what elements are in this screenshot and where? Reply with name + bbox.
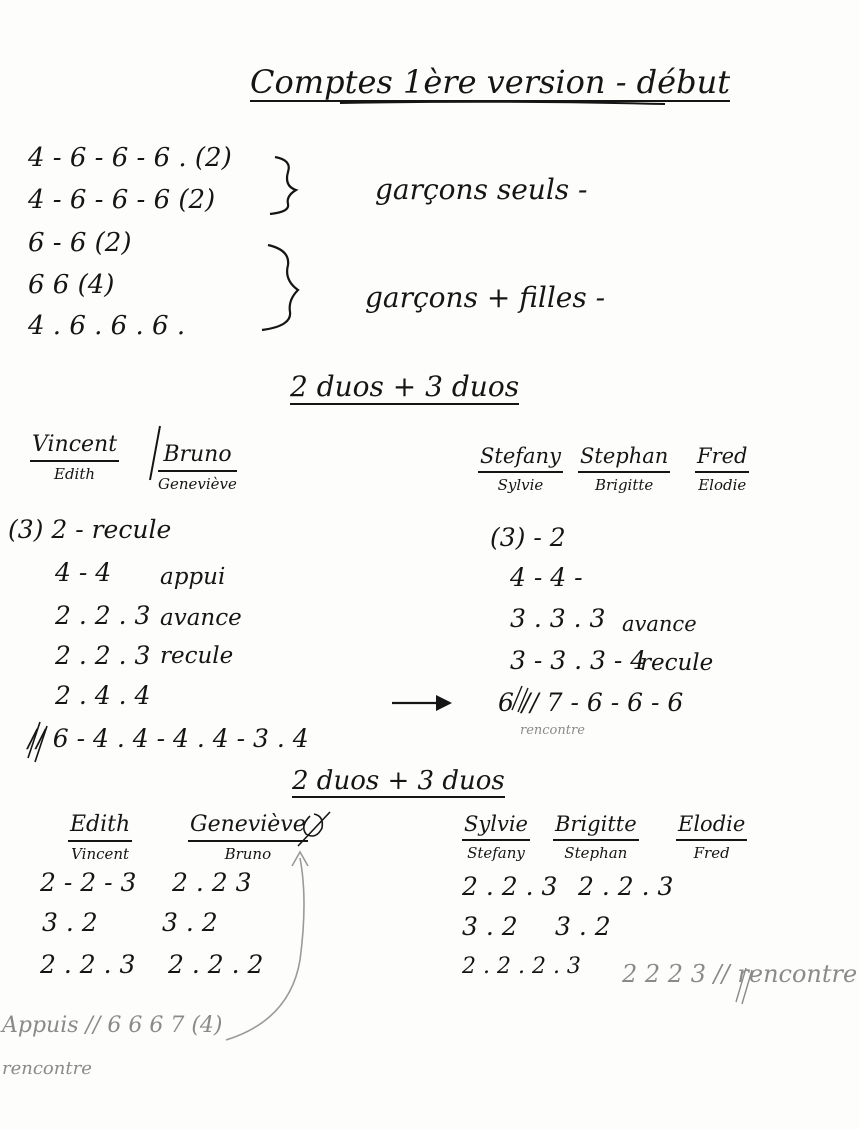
pair-bottom-name: Vincent: [71, 845, 130, 863]
pair-bottom-name: Bruno: [224, 845, 272, 863]
count-row: 4 - 6 - 6 - 6 (2): [28, 185, 216, 215]
pair-separator: [150, 426, 160, 480]
count-line: 2 - 2 - 3: [40, 868, 137, 897]
count-line: 2 . 4 . 4: [55, 681, 151, 710]
small-annotation: rencontre: [520, 723, 585, 738]
count-row: 4 - 6 - 6 - 6 . (2): [28, 143, 232, 173]
pair-bottom-name: Fred: [693, 844, 730, 862]
title-underline: [340, 102, 665, 104]
pair-top-name: Elodie: [676, 812, 747, 841]
pair-bottom-name: Stefany: [467, 844, 525, 862]
strike-mark: [512, 686, 528, 712]
count-line: 2 . 2 . 3: [40, 950, 136, 979]
count-line: 2 . 2 . 3: [578, 872, 674, 901]
pair-top-name: Sylvie: [462, 812, 530, 841]
count-row: 6 6 (4): [28, 270, 115, 300]
gray-strike: [736, 968, 752, 1004]
brace-boys: [270, 157, 296, 214]
count-line: 2 . 2 . 3: [55, 641, 151, 670]
pair-top-name: Geneviève: [188, 812, 308, 842]
count-line: 3 . 2: [462, 912, 518, 941]
section-heading: 2 duos + 3 duos: [290, 370, 520, 403]
movement-note: recule: [160, 643, 234, 669]
count-line: // 6 - 4 . 4 - 4 . 4 - 3 . 4: [28, 724, 309, 753]
pair-bottom-name: Brigitte: [594, 476, 654, 494]
strike-mark: [28, 722, 47, 762]
count-row: 4 . 6 . 6 . 6 .: [28, 311, 186, 341]
pair-bottom-name: Geneviève: [158, 475, 237, 493]
count-line: 3 . 2: [162, 908, 218, 937]
movement-note: avance: [160, 605, 242, 631]
count-line: 3 - 3 . 3 - 4: [510, 646, 647, 675]
count-line: 2 . 2 . 3: [462, 872, 558, 901]
count-line: 4 - 4: [55, 558, 112, 587]
movement-note: recule: [640, 650, 714, 676]
count-line: 2 . 2 . 2: [168, 950, 264, 979]
footer-rencontre-note: rencontre: [2, 1058, 92, 1079]
pair-top-name: Fred: [695, 444, 749, 473]
count-line: (3) - 2: [490, 523, 566, 552]
count-line: 4 - 4 -: [510, 563, 583, 592]
count-line: 3 . 2: [42, 908, 98, 937]
section-heading: 2 duos + 3 duos: [292, 766, 505, 796]
pair-bottom-name: Sylvie: [497, 476, 544, 494]
pair-top-name: Edith: [68, 812, 132, 842]
count-line: 3 . 3 . 3: [510, 604, 606, 633]
count-line: 2 . 2 . 2 . 3: [462, 954, 581, 979]
movement-note: appui: [160, 564, 226, 590]
count-line: 2 . 2 3: [172, 868, 252, 897]
count-line: 3 . 2: [555, 912, 611, 941]
pair-top-name: Brigitte: [553, 812, 639, 841]
count-line: 6 // 7 - 6 - 6 - 6: [498, 688, 684, 717]
footer-appuis-note: Appuis // 6 6 6 7 (4): [2, 1013, 223, 1038]
count-line: (3) 2 - recule: [8, 515, 172, 544]
count-row: 6 - 6 (2): [28, 228, 132, 258]
pair-top-name: Stefany: [478, 444, 563, 473]
pair-top-name: Vincent: [30, 432, 119, 462]
note-boys-only: garçons seuls -: [375, 173, 588, 206]
movement-note: avance: [622, 612, 697, 636]
pair-top-name: Bruno: [158, 442, 237, 472]
page-title: Comptes 1ère version - début: [250, 63, 731, 101]
count-line: 2 . 2 . 3: [55, 601, 151, 630]
gray-arrow: [226, 858, 304, 1040]
gray-annotation: 2 2 2 3 // rencontre: [622, 960, 858, 988]
brace-mixed: [262, 245, 298, 330]
cross-mark: [298, 812, 330, 846]
pair-top-name: Stephan: [578, 444, 670, 473]
arrow-head: [436, 695, 452, 711]
note-boys-girls: garçons + filles -: [365, 281, 606, 314]
pair-bottom-name: Stephan: [564, 844, 628, 862]
pair-bottom-name: Elodie: [698, 476, 747, 494]
pair-bottom-name: Edith: [54, 465, 96, 483]
